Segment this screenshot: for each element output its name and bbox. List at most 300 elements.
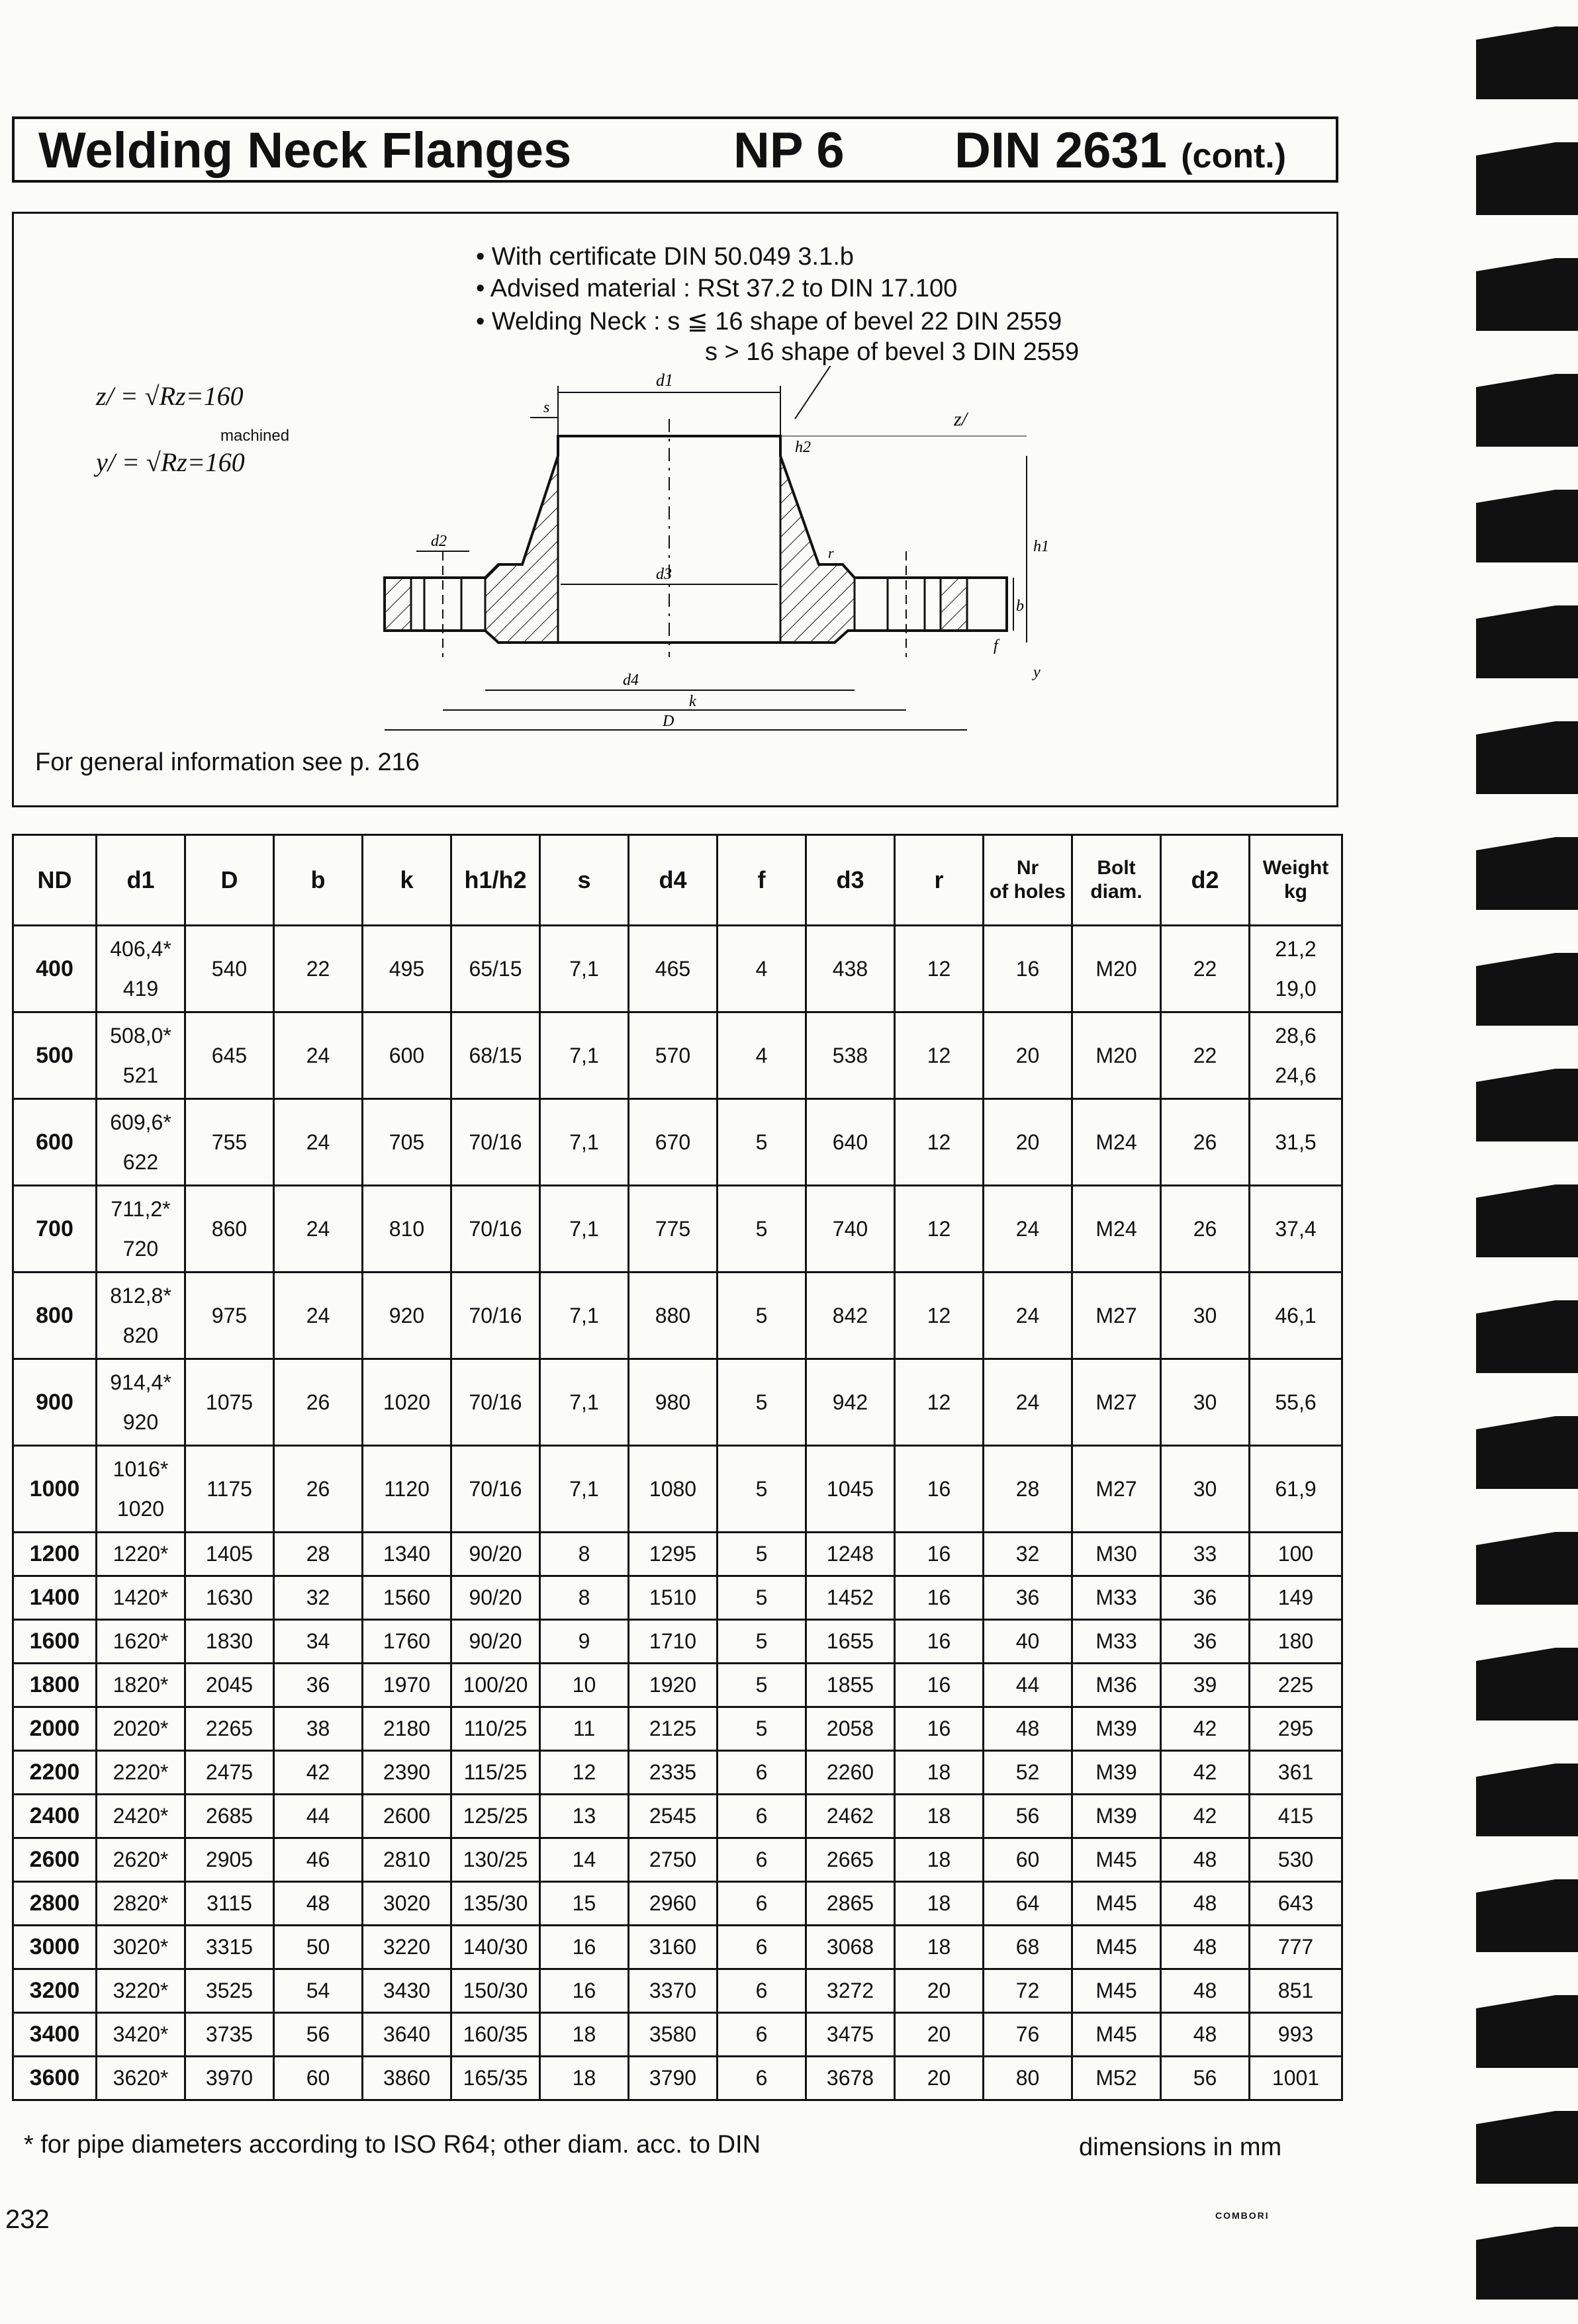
table-cell: 160/35	[451, 2013, 540, 2057]
table-cell: M33	[1072, 1576, 1161, 1620]
table-cell: 7,1	[540, 1099, 629, 1186]
table-cell: 942	[806, 1359, 895, 1446]
table-cell: 1560	[363, 1576, 451, 1620]
table-cell: 100	[1250, 1533, 1342, 1576]
table-cell: 2960	[629, 1882, 718, 1926]
table-cell: 2045	[185, 1664, 274, 1707]
dim-z: z/	[954, 408, 968, 430]
table-cell: 2020*	[97, 1707, 185, 1751]
table-cell: 16	[540, 1926, 629, 1969]
table-cell: 406,4* 419	[97, 926, 185, 1012]
table-cell: 24	[984, 1186, 1072, 1273]
table-cell: 740	[806, 1186, 895, 1273]
binding-tab	[1476, 1532, 1578, 1605]
table-cell: 61,9	[1250, 1446, 1342, 1533]
table-cell: 80	[984, 2057, 1072, 2100]
table-cell: 1248	[806, 1533, 895, 1576]
table-cell: 16	[540, 1969, 629, 2013]
table-cell: 72	[984, 1969, 1072, 2013]
machined-label: machined	[220, 427, 290, 445]
table-cell: 2200	[13, 1751, 97, 1795]
table-cell: 6	[718, 2013, 806, 2057]
binding-tab	[1476, 258, 1578, 331]
column-header-12: Bolt diam.	[1072, 835, 1161, 926]
table-cell: 48	[1161, 1838, 1250, 1882]
table-cell: 5	[718, 1664, 806, 1707]
table-cell: 5	[718, 1446, 806, 1533]
table-cell: 400	[13, 926, 97, 1012]
table-cell: 18	[895, 1838, 984, 1882]
table-cell: 16	[984, 926, 1072, 1012]
column-header-6: s	[540, 835, 629, 926]
table-cell: 42	[1161, 1751, 1250, 1795]
table-cell: 20	[895, 2013, 984, 2057]
general-info-note: For general information see p. 216	[35, 748, 420, 776]
table-cell: 1016* 1020	[97, 1446, 185, 1533]
table-cell: 3640	[363, 2013, 451, 2057]
table-row	[13, 1664, 1342, 1707]
table-cell: 2390	[363, 1751, 451, 1795]
table-cell: 775	[629, 1186, 718, 1273]
table-cell: 70/16	[451, 1273, 540, 1359]
table-cell: M27	[1072, 1446, 1161, 1533]
table-cell: 3220*	[97, 1969, 185, 2013]
table-row	[13, 1533, 1342, 1576]
table-cell: 70/16	[451, 1446, 540, 1533]
table-cell: M45	[1072, 1882, 1161, 1926]
table-cell: 920	[363, 1273, 451, 1359]
table-cell: 3160	[629, 1926, 718, 1969]
table-cell: 2665	[806, 1838, 895, 1882]
column-header-2: D	[185, 835, 274, 926]
table-cell: 48	[274, 1882, 363, 1926]
table-cell: 12	[895, 926, 984, 1012]
table-cell: 1175	[185, 1446, 274, 1533]
table-cell: 5	[718, 1620, 806, 1664]
column-header-8: f	[718, 835, 806, 926]
column-header-4: k	[363, 835, 451, 926]
table-cell: 5	[718, 1533, 806, 1576]
table-cell: 1420*	[97, 1576, 185, 1620]
table-cell: 3115	[185, 1882, 274, 1926]
table-cell: 32	[984, 1533, 1072, 1576]
table-cell: 26	[274, 1359, 363, 1446]
table-cell: 2750	[629, 1838, 718, 1882]
table-cell: 2810	[363, 1838, 451, 1882]
table-cell: 7,1	[540, 926, 629, 1012]
table-cell: 2180	[363, 1707, 451, 1751]
table-cell: 56	[274, 2013, 363, 2057]
table-cell: M33	[1072, 1620, 1161, 1664]
table-cell: 1020	[363, 1359, 451, 1446]
table-cell: 600	[13, 1099, 97, 1186]
table-cell: 26	[274, 1446, 363, 1533]
table-cell: 2475	[185, 1751, 274, 1795]
table-cell: 28	[984, 1446, 1072, 1533]
table-cell: 2462	[806, 1795, 895, 1838]
table-cell: 2820*	[97, 1882, 185, 1926]
table-cell: 12	[895, 1099, 984, 1186]
table-cell: 70/16	[451, 1099, 540, 1186]
table-row	[13, 1359, 1342, 1446]
units-note: dimensions in mm	[1079, 2133, 1282, 2161]
table-cell: 6	[718, 2057, 806, 2100]
table-cell: 2220*	[97, 1751, 185, 1795]
table-cell: 842	[806, 1273, 895, 1359]
table-cell: 4	[718, 1012, 806, 1099]
footnote: * for pipe diameters according to ISO R64; other diam. acc. to DIN	[24, 2131, 761, 2159]
table-cell: 68	[984, 1926, 1072, 1969]
column-header-7: d4	[629, 835, 718, 926]
cont-label: (cont.)	[1181, 137, 1287, 175]
table-cell: 1045	[806, 1446, 895, 1533]
table-cell: 20	[895, 1969, 984, 2013]
table-cell: 8	[540, 1576, 629, 1620]
table-cell: 46,1	[1250, 1273, 1342, 1359]
table-cell: 2125	[629, 1707, 718, 1751]
table-cell: 5	[718, 1186, 806, 1273]
table-cell: 2335	[629, 1751, 718, 1795]
binding-tab	[1476, 2111, 1578, 2184]
table-row	[13, 1751, 1342, 1795]
table-cell: 18	[895, 1926, 984, 1969]
table-cell: 130/25	[451, 1838, 540, 1882]
dim-d3: d3	[656, 566, 672, 583]
table-cell: 980	[629, 1359, 718, 1446]
table-cell: 16	[895, 1664, 984, 1707]
table-cell: 508,0* 521	[97, 1012, 185, 1099]
table-cell: 812,8* 820	[97, 1273, 185, 1359]
table-cell: M45	[1072, 2013, 1161, 2057]
dim-b: b	[1016, 598, 1024, 615]
table-cell: M39	[1072, 1751, 1161, 1795]
table-cell: M30	[1072, 1533, 1161, 1576]
table-cell: 6	[718, 1882, 806, 1926]
table-cell: 3020*	[97, 1926, 185, 1969]
table-cell: 705	[363, 1099, 451, 1186]
column-header-9: d3	[806, 835, 895, 926]
note-material: • Advised material : RSt 37.2 to DIN 17.100	[476, 275, 958, 302]
pressure-rating: NP 6	[733, 122, 845, 179]
table-cell: 7,1	[540, 1012, 629, 1099]
table-cell: 2905	[185, 1838, 274, 1882]
table-cell: 3068	[806, 1926, 895, 1969]
table-cell: 3860	[363, 2057, 451, 2100]
table-cell: 149	[1250, 1576, 1342, 1620]
table-cell: 880	[629, 1273, 718, 1359]
table-cell: 3790	[629, 2057, 718, 2100]
table-cell: 1001	[1250, 2057, 1342, 2100]
dim-f: f	[994, 637, 998, 654]
table-cell: 6	[718, 1795, 806, 1838]
table-cell: 33	[1161, 1533, 1250, 1576]
column-header-0: ND	[13, 835, 97, 926]
table-cell: M39	[1072, 1707, 1161, 1751]
table-cell: 54	[274, 1969, 363, 2013]
table-cell: 1710	[629, 1620, 718, 1664]
table-cell: 1000	[13, 1446, 97, 1533]
table-row	[13, 1273, 1342, 1359]
dim-d4: d4	[623, 672, 639, 689]
table-cell: 20	[895, 2057, 984, 2100]
table-cell: 68/15	[451, 1012, 540, 1099]
table-cell: 3525	[185, 1969, 274, 2013]
table-cell: 24	[274, 1099, 363, 1186]
table-cell: 18	[895, 1795, 984, 1838]
table-cell: 810	[363, 1186, 451, 1273]
table-cell: 3370	[629, 1969, 718, 2013]
table-cell: 777	[1250, 1926, 1342, 1969]
table-cell: 3315	[185, 1926, 274, 1969]
table-cell: 3580	[629, 2013, 718, 2057]
dim-d2: d2	[431, 533, 447, 550]
table-cell: 800	[13, 1273, 97, 1359]
table-cell: 2545	[629, 1795, 718, 1838]
table-cell: 36	[1161, 1576, 1250, 1620]
table-cell: 180	[1250, 1620, 1342, 1664]
table-row	[13, 2057, 1342, 2100]
dim-s: s	[543, 399, 550, 416]
table-cell: 3735	[185, 2013, 274, 2057]
table-cell: M52	[1072, 2057, 1161, 2100]
table-cell: 225	[1250, 1664, 1342, 1707]
table-cell: 975	[185, 1273, 274, 1359]
table-cell: 1600	[13, 1620, 97, 1664]
table-cell: M24	[1072, 1186, 1161, 1273]
table-row	[13, 1099, 1342, 1186]
table-cell: 12	[895, 1186, 984, 1273]
table-cell: M20	[1072, 1012, 1161, 1099]
table-row	[13, 926, 1342, 1012]
table-cell: 2420*	[97, 1795, 185, 1838]
dim-d1: d1	[656, 371, 673, 390]
table-cell: 22	[1161, 1012, 1250, 1099]
table-cell: 90/20	[451, 1620, 540, 1664]
table-row	[13, 1012, 1342, 1099]
binding-tab	[1476, 1879, 1578, 1952]
din-standard: DIN 2631 (cont.)	[954, 122, 1287, 179]
table-cell: 76	[984, 2013, 1072, 2057]
table-cell: 2265	[185, 1707, 274, 1751]
info-box	[12, 212, 1338, 807]
table-row	[13, 1707, 1342, 1751]
table-cell: 3200	[13, 1969, 97, 2013]
table-cell: 8	[540, 1533, 629, 1576]
table-cell: 1760	[363, 1620, 451, 1664]
table-cell: 42	[274, 1751, 363, 1795]
table-cell: 3678	[806, 2057, 895, 2100]
flange-dimensions-table	[12, 834, 1343, 2101]
table-cell: 18	[895, 1882, 984, 1926]
table-cell: 44	[274, 1795, 363, 1838]
table-cell: 7,1	[540, 1446, 629, 1533]
binding-tab	[1476, 953, 1578, 1026]
table-cell: 1970	[363, 1664, 451, 1707]
table-cell: 24	[274, 1186, 363, 1273]
table-cell: 24	[984, 1359, 1072, 1446]
table-cell: 32	[274, 1576, 363, 1620]
table-cell: 2600	[13, 1838, 97, 1882]
table-row	[13, 1926, 1342, 1969]
table-cell: 115/25	[451, 1751, 540, 1795]
table-cell: 640	[806, 1099, 895, 1186]
table-cell: 12	[540, 1751, 629, 1795]
table-cell: 2400	[13, 1795, 97, 1838]
table-cell: M45	[1072, 1838, 1161, 1882]
table-cell: M24	[1072, 1099, 1161, 1186]
table-cell: 48	[984, 1707, 1072, 1751]
table-cell: 13	[540, 1795, 629, 1838]
table-cell: 56	[984, 1795, 1072, 1838]
table-cell: M20	[1072, 926, 1161, 1012]
table-cell: 1405	[185, 1533, 274, 1576]
dim-D: D	[663, 713, 674, 730]
table-cell: 711,2* 720	[97, 1186, 185, 1273]
table-cell: 18	[540, 2013, 629, 2057]
table-cell: 18	[895, 1751, 984, 1795]
table-cell: 46	[274, 1838, 363, 1882]
table-cell: 100/20	[451, 1664, 540, 1707]
table-cell: 36	[984, 1576, 1072, 1620]
table-cell: 500	[13, 1012, 97, 1099]
table-cell: 1855	[806, 1664, 895, 1707]
page-title: Welding Neck Flanges	[38, 122, 572, 179]
table-cell: 110/25	[451, 1707, 540, 1751]
table-cell: 16	[895, 1533, 984, 1576]
table-cell: 11	[540, 1707, 629, 1751]
table-cell: 2260	[806, 1751, 895, 1795]
table-cell: 40	[984, 1620, 1072, 1664]
table-cell: M36	[1072, 1664, 1161, 1707]
binding-tab	[1476, 605, 1578, 678]
table-cell: 48	[1161, 1969, 1250, 2013]
table-cell: 42	[1161, 1707, 1250, 1751]
table-cell: 415	[1250, 1795, 1342, 1838]
page-number: 232	[5, 2205, 50, 2234]
table-cell: 90/20	[451, 1576, 540, 1620]
table-cell: 1220*	[97, 1533, 185, 1576]
table-cell: 135/30	[451, 1882, 540, 1926]
table-cell: 16	[895, 1446, 984, 1533]
binding-tab	[1476, 1764, 1578, 1836]
table-cell: 56	[1161, 2057, 1250, 2100]
table-cell: 16	[895, 1707, 984, 1751]
table-row	[13, 1446, 1342, 1533]
table-cell: 1400	[13, 1576, 97, 1620]
binding-tab	[1476, 1648, 1578, 1721]
table-cell: 12	[895, 1273, 984, 1359]
table-cell: 20	[984, 1012, 1072, 1099]
table-cell: 50	[274, 1926, 363, 1969]
table-cell: 22	[1161, 926, 1250, 1012]
table-cell: 7,1	[540, 1359, 629, 1446]
binding-tab	[1476, 374, 1578, 447]
dim-y: y	[1033, 664, 1041, 681]
table-cell: 37,4	[1250, 1186, 1342, 1273]
table-cell: 64	[984, 1882, 1072, 1926]
table-cell: 1510	[629, 1576, 718, 1620]
binding-tab	[1476, 1300, 1578, 1373]
table-cell: 2800	[13, 1882, 97, 1926]
table-cell: 755	[185, 1099, 274, 1186]
binding-tab	[1476, 26, 1578, 99]
column-header-5: h1/h2	[451, 835, 540, 926]
table-cell: 70/16	[451, 1359, 540, 1446]
column-header-13: d2	[1161, 835, 1250, 926]
table-cell: 700	[13, 1186, 97, 1273]
table-cell: 30	[1161, 1446, 1250, 1533]
table-cell: 9	[540, 1620, 629, 1664]
table-cell: 993	[1250, 2013, 1342, 2057]
publisher-logo: COMBORI	[1215, 2210, 1270, 2221]
table-cell: 1200	[13, 1533, 97, 1576]
note-certificate: • With certificate DIN 50.049 3.1.b	[476, 243, 854, 271]
table-cell: 540	[185, 926, 274, 1012]
table-row	[13, 1620, 1342, 1664]
table-cell: 44	[984, 1664, 1072, 1707]
table-cell: 10	[540, 1664, 629, 1707]
table-cell: 2600	[363, 1795, 451, 1838]
table-cell: 860	[185, 1186, 274, 1273]
note-bevel: s > 16 shape of bevel 3 DIN 2559	[705, 338, 1080, 366]
table-cell: 22	[274, 926, 363, 1012]
table-cell: 39	[1161, 1664, 1250, 1707]
table-cell: 30	[1161, 1359, 1250, 1446]
table-cell: 1120	[363, 1446, 451, 1533]
binding-tab	[1476, 837, 1578, 910]
table-cell: 1452	[806, 1576, 895, 1620]
table-cell: 670	[629, 1099, 718, 1186]
table-cell: 65/15	[451, 926, 540, 1012]
table-cell: 2620*	[97, 1838, 185, 1882]
table-cell: 1800	[13, 1664, 97, 1707]
table-cell: 16	[895, 1620, 984, 1664]
table-cell: 14	[540, 1838, 629, 1882]
table-row	[13, 1838, 1342, 1882]
table-cell: 36	[274, 1664, 363, 1707]
table-cell: 851	[1250, 1969, 1342, 2013]
table-cell: 125/25	[451, 1795, 540, 1838]
dim-h1: h1	[1033, 538, 1049, 555]
table-cell: M27	[1072, 1359, 1161, 1446]
table-cell: 645	[185, 1012, 274, 1099]
table-cell: 3600	[13, 2057, 97, 2100]
table-cell: 3420*	[97, 2013, 185, 2057]
table-cell: 2685	[185, 1795, 274, 1838]
table-cell: 48	[1161, 1926, 1250, 1969]
table-cell: 28	[274, 1533, 363, 1576]
table-cell: 165/35	[451, 2057, 540, 2100]
title-box	[12, 116, 1338, 183]
table-cell: 1340	[363, 1533, 451, 1576]
table-cell: 2865	[806, 1882, 895, 1926]
table-cell: 914,4* 920	[97, 1359, 185, 1446]
table-cell: M45	[1072, 1926, 1161, 1969]
table-cell: 15	[540, 1882, 629, 1926]
table-cell: 3220	[363, 1926, 451, 1969]
table-cell: 24	[274, 1012, 363, 1099]
table-cell: 6	[718, 1926, 806, 1969]
table-row	[13, 2013, 1342, 2057]
table-cell: 60	[984, 1838, 1072, 1882]
binding-tab	[1476, 490, 1578, 562]
table-cell: 1630	[185, 1576, 274, 1620]
table-cell: 60	[274, 2057, 363, 2100]
surface-symbol-rough: z/ = √Rz=160	[96, 381, 244, 411]
table-cell: M39	[1072, 1795, 1161, 1838]
table-cell: 140/30	[451, 1926, 540, 1969]
table-cell: 21,2 19,0	[1250, 926, 1342, 1012]
